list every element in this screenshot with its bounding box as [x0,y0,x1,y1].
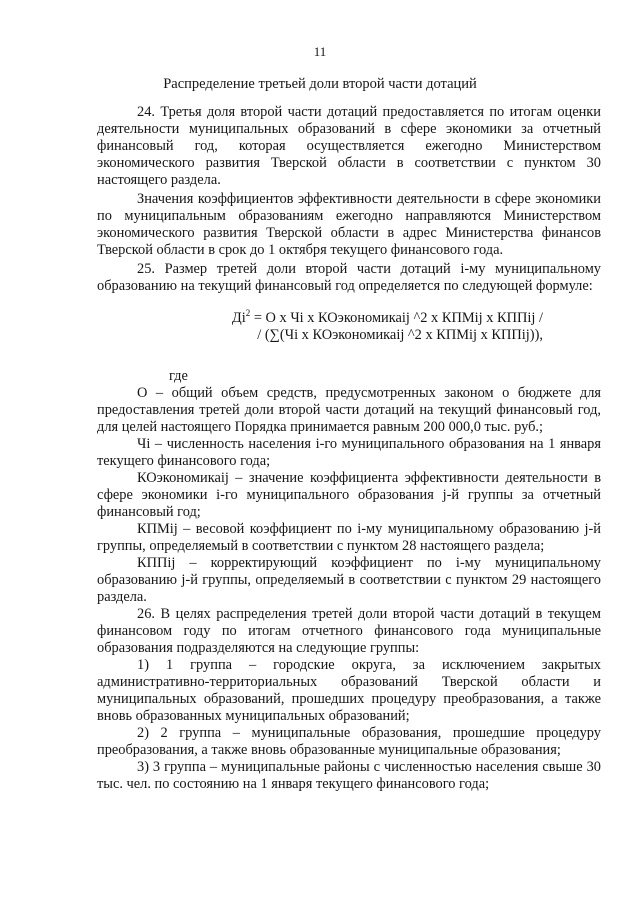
definition-ch: Чi – численность населения i-го муниципального образования на 1 января текущего финансового года; [97,436,601,469]
paragraph-24: 24. Третья доля второй части дотаций предоставляется по итогам оценки деятельности муниципальных образований в сфере экономики за отчетный финансовый год, которая осуществляется ежегодно Министерством экономического развития Тверской области в соответствии с пунктом 30 настоящего раздела. [97,104,601,188]
definition-kpp: КППij – корректирующий коэффициент по i-му муниципальному образованию j-й группы, определяемый в соответствии с пунктом 29 настоящего раздела. [97,555,601,605]
formula-lhs: Дi [231,310,246,326]
definition-ko: КОэкономикаij – значение коэффициента эффективности деятельности в сфере экономики i-го муниципального образования j-й группы за отчетный финансовый год; [97,470,601,520]
paragraph-25: 25. Размер третей доли второй части дотаций i-му муниципальному образованию на текущий финансовый год определяется по следующей формуле: [97,261,601,294]
formula [97,310,601,344]
paragraph-26: 26. В целях распределения третей доли второй части дотаций в текущем финансовом году по итогам отчетного финансового года муниципальные образования подразделяются на следующие группы: [97,606,601,656]
group-2: 2) 2 группа – муниципальные образования, прошедшие процедуру преобразования, а также вновь образованные муниципальные образования; [97,725,601,758]
where-label: где [169,368,188,384]
formula-line-2: / (∑(Чi х КОэкономикаij ^2 х КПМij х КППij)), [257,327,543,343]
formula-line-1-rest: = О х Чi х КОэкономикаij ^2 х КПМij х КППij / [250,310,543,326]
definition-o: О – общий объем средств, предусмотренных законом о бюджете для предоставления третей доли второй части дотаций на текущий финансовый год, для целей настоящего Порядка принимается равным 200 000,0 тыс. руб.; [97,385,601,435]
formula-line-1 [97,310,543,327]
definition-kpm: КПМij – весовой коэффициент по i-му муниципальному образованию j-й группы, определяемый в соответствии с пунктом 28 настоящего раздела; [97,521,601,554]
paragraph-24-values: Значения коэффициентов эффективности деятельности в сфере экономики по муниципальным образованиям ежегодно направляются Министерством экономического развития Тверской области в адрес Министерства финансов Тверской области в срок до 1 октября текущего финансового года. [97,191,601,258]
formula-superscript: 2 [245,308,251,318]
group-3: 3) 3 группа – муниципальные районы с численностью населения свыше 30 тыс. чел. по состоянию на 1 января текущего финансового года; [97,759,601,792]
section-title: Распределение третьей доли второй части дотаций [163,76,477,92]
group-1: 1) 1 группа – городские округа, за исключением закрытых административно-территориальных образований Тверской области и муниципальных образований, прошедших процедуру преобразования, а также вновь образованных муниципальных образований; [97,657,601,724]
page-number: 11 [313,44,327,59]
document-body [97,104,601,793]
